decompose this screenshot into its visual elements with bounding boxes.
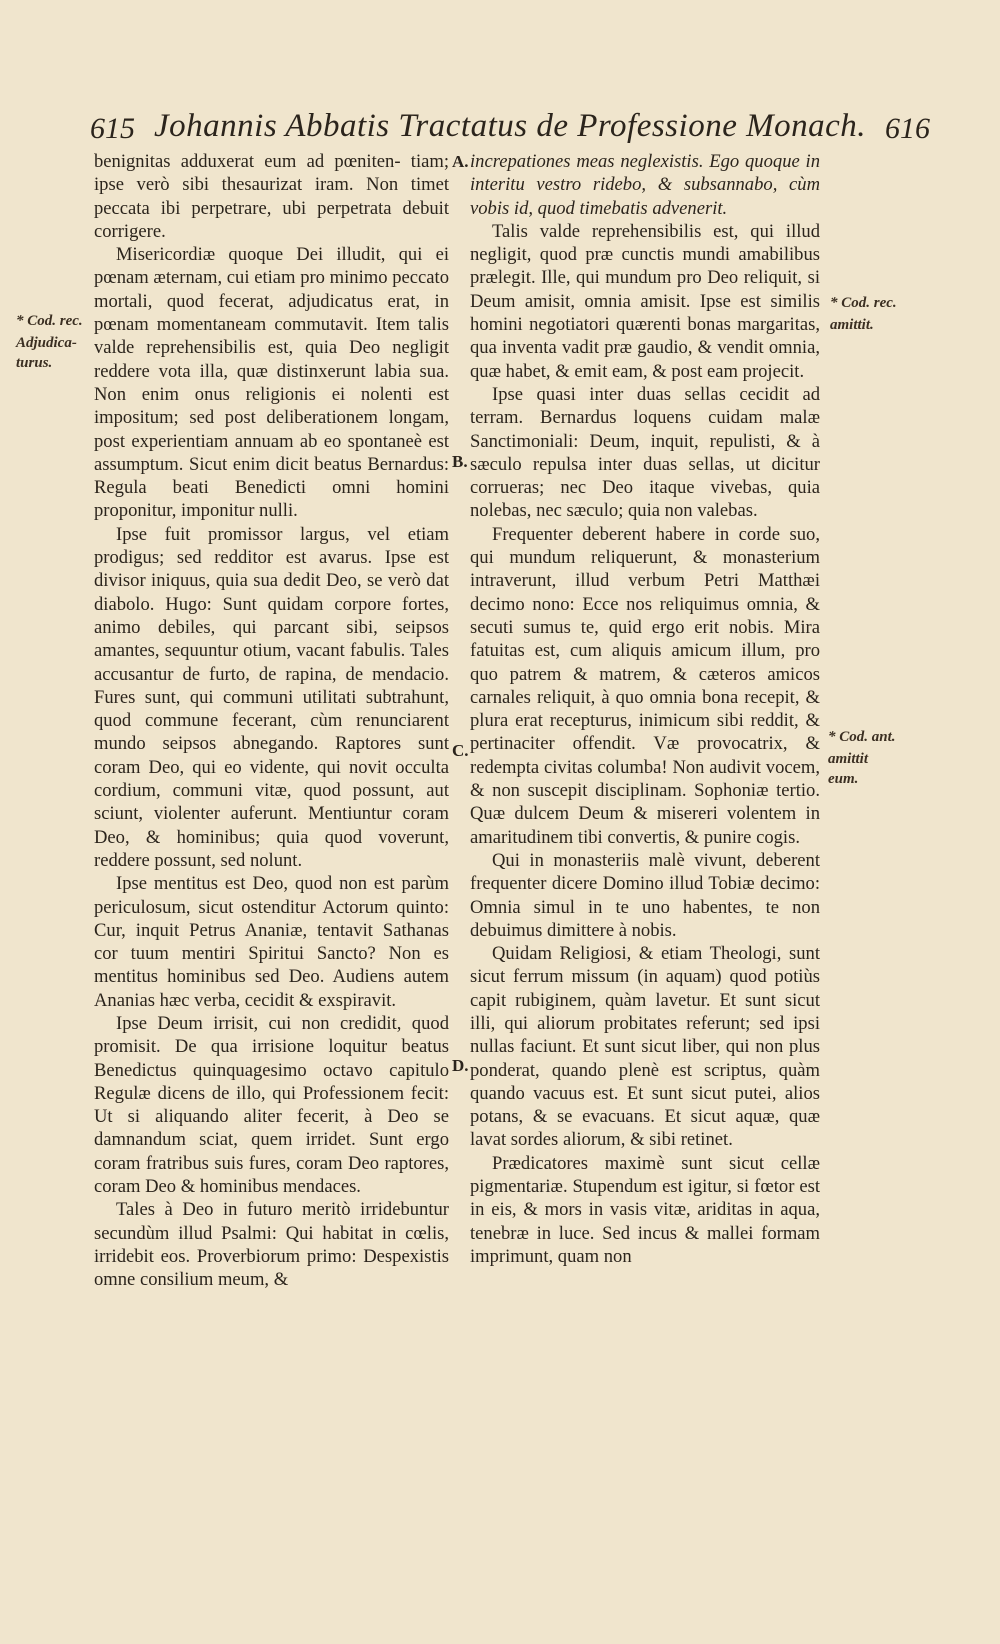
margin-note: amittit.	[830, 317, 874, 333]
paragraph: Misericordiæ quoque Dei illudit, qui ei pœnam æternam, cui etiam pro minimo peccato mortali, quod fecerat, adjudicatus erat, in pœnam momentaneam commutavit. Item talis valde reprehensibilis est, quia Deo negligit reddere vota illa, quæ distinxerunt labia sua. Non enim onus religionis ei nolenti est impositum; sed post deliberationem longam, post experientiam annuam ab eo spontaneè est assumptum. Sicut enim dicit beatus Bernardus: Regula beati Benedicti omni homini proponitur, imponitur nulli.	[94, 244, 449, 522]
running-title: Johannis Abbatis Tractatus de Professione Monach.	[154, 108, 866, 144]
paragraph: benignitas adduxerat eum ad pœniten- tiam; ipse verò sibi thesaurizat iram. Non timet peccata ibi perpetrare, ubi perpetrata debuit corrigere.	[94, 151, 449, 242]
margin-note: * Cod. rec.	[830, 295, 897, 311]
margin-note: Adjudica-	[16, 335, 77, 351]
margin-note: * Cod. ant.	[828, 729, 896, 745]
margin-note: amittit	[828, 751, 869, 767]
left-text-column	[94, 150, 449, 1292]
paragraph: Frequenter deberent habere in corde suo, qui mundum reliquerunt, & monasterium intraverunt, illud verbum Petri Matthæi decimo nono: Ecce nos reliquimus omnia, & secuti sumus te, quid ergo erit nobis. Mira fatuitas est, cum aliquis amicum illum, pro quo patrem & matrem, & cæteros amicos carnales reliquit, à quo omnia bona recepit, & plura erat recepturus, inimicum sibi reddit, & pertinaciter offendit. Væ provocatrix, & redempta civitas columba! Non audivit vocem, & non suscepit disciplinam. Sophoniæ tertio. Quæ dulcem Deum & misereri volentem in amaritudinem tibi convertis, & punire cogis.	[470, 523, 820, 848]
section-mark-c: C.	[452, 741, 469, 760]
margin-note: eum.	[828, 771, 859, 787]
paragraph: Talis valde reprehensibilis est, qui illud negligit, quod præ cunctis mundi amabilibus prælegit. Ille, qui mundum pro Deo reliquit, si Deum amisit, omnia amisit. Ipse est similis homini negotiatori quærenti bonas margaritas, qua inventa vadit præ gaudio, & vendit omnia, quæ habet, & emit eam, & post eam projecit.	[470, 220, 820, 382]
paragraph: Ipse mentitus est Deo, quod non est parùm periculosum, sicut ostenditur Actorum quinto: Cur, inquit Petrus Ananiæ, tentavit Sathanas cor tuum mentiri Spiritui Sancto? Non es mentitus hominibus sed Deo. Audiens autem Ananias hæc verba, cecidit & exspiravit.	[94, 873, 449, 1011]
page-number-right: 616	[885, 112, 930, 145]
paragraph: Ipse fuit promissor largus, vel etiam prodigus; sed redditor est avarus. Ipse est divisor iniquus, quia sua dedit Deo, se verò dat diabolo. Hugo: Sunt quidam corpore fortes, animo debiles, qui parcant sibi, seipsos amantes, sequuntur otium, vacant fabulis. Tales accusantur de furto, de rapina, de mendacio. Fures sunt, qui communi utilitati subtrahunt, quod commune fecerant, cùm renunciarent mundo seipsos abnegando. Raptores sunt coram Deo, qui eo vidente, qui novit occulta cordium, communi vitæ, quod possunt, aut sciunt, violenter auferunt. Mentiuntur coram Deo, & hominibus; quia quod voverunt, reddere possunt, sed nolunt.	[94, 523, 449, 871]
paragraph: Ipse Deum irrisit, cui non credidit, quod promisit. De qua irrisione loquitur beatus Benedictus quinquagesimo octavo capitulo Regulæ dicens de illo, qui Professionem fecit: Ut si aliquando aliter fecerit, à Deo se damnandum sciat, quem irridet. Sunt ergo coram fratribus suis fures, coram Deo raptores, coram Deo & hominibus mendaces.	[94, 1012, 449, 1198]
right-text-column	[470, 150, 820, 1268]
margin-note: turus.	[16, 355, 53, 371]
paragraph: increpationes meas neglexistis. Ego quoque in interitu vestro ridebo, & subsannabo, cùm vobis id, quod timebatis advenerit.	[470, 151, 820, 219]
section-mark-b: B.	[452, 452, 468, 471]
paragraph: Tales à Deo in futuro meritò irridebuntur secundùm illud Psalmi: Qui habitat in cœlis, irridebit eos. Proverbiorum primo: Despexistis omne consilium meum, &	[94, 1199, 449, 1291]
paragraph: Ipse quasi inter duas sellas cecidit ad terram. Bernardus loquens cuidam malæ Sanctimoniali: Deum, inquit, repulisti, & à sæculo repulsa inter duas sellas, ut dicitur corrueras; nec Deo itaque vivebas, quia nolebas, nec sæculo; quia non valebas.	[470, 383, 820, 522]
margin-note: * Cod. rec.	[16, 313, 83, 329]
section-mark-d: D.	[452, 1056, 469, 1075]
paragraph: Prædicatores maximè sunt sicut cellæ pigmentariæ. Stupendum est igitur, si fœtor est in eis, & mors in vasis vitæ, ariditas in aqua, tenebræ in luce. Sed incus & mallei formam imprimunt, quam non	[470, 1152, 820, 1267]
paragraph: Quidam Religiosi, & etiam Theologi, sunt sicut ferrum missum (in aquam) quod potiùs capit rubiginem, quàm lavetur. Et sunt sicut illi, qui aliorum probitates referunt; sed ipsi nullas faciunt. Et sunt sicut liber, qui non plus ponderat, quando plenè est scriptus, quàm quando vacuus est. Et sunt sicut putei, alios potans, & se evacuans. Et sicut aquæ, quæ lavat sordes aliorum, & sibi retinet.	[470, 943, 820, 1151]
section-mark-a: A.	[452, 152, 469, 171]
paragraph: Qui in monasteriis malè vivunt, deberent frequenter dicere Domino illud Tobiæ decimo: Omnia simul in te uno habentes, te non debuimus dimittere à nobis.	[470, 849, 820, 941]
running-header	[90, 108, 930, 156]
page-number-left: 615	[90, 112, 135, 145]
